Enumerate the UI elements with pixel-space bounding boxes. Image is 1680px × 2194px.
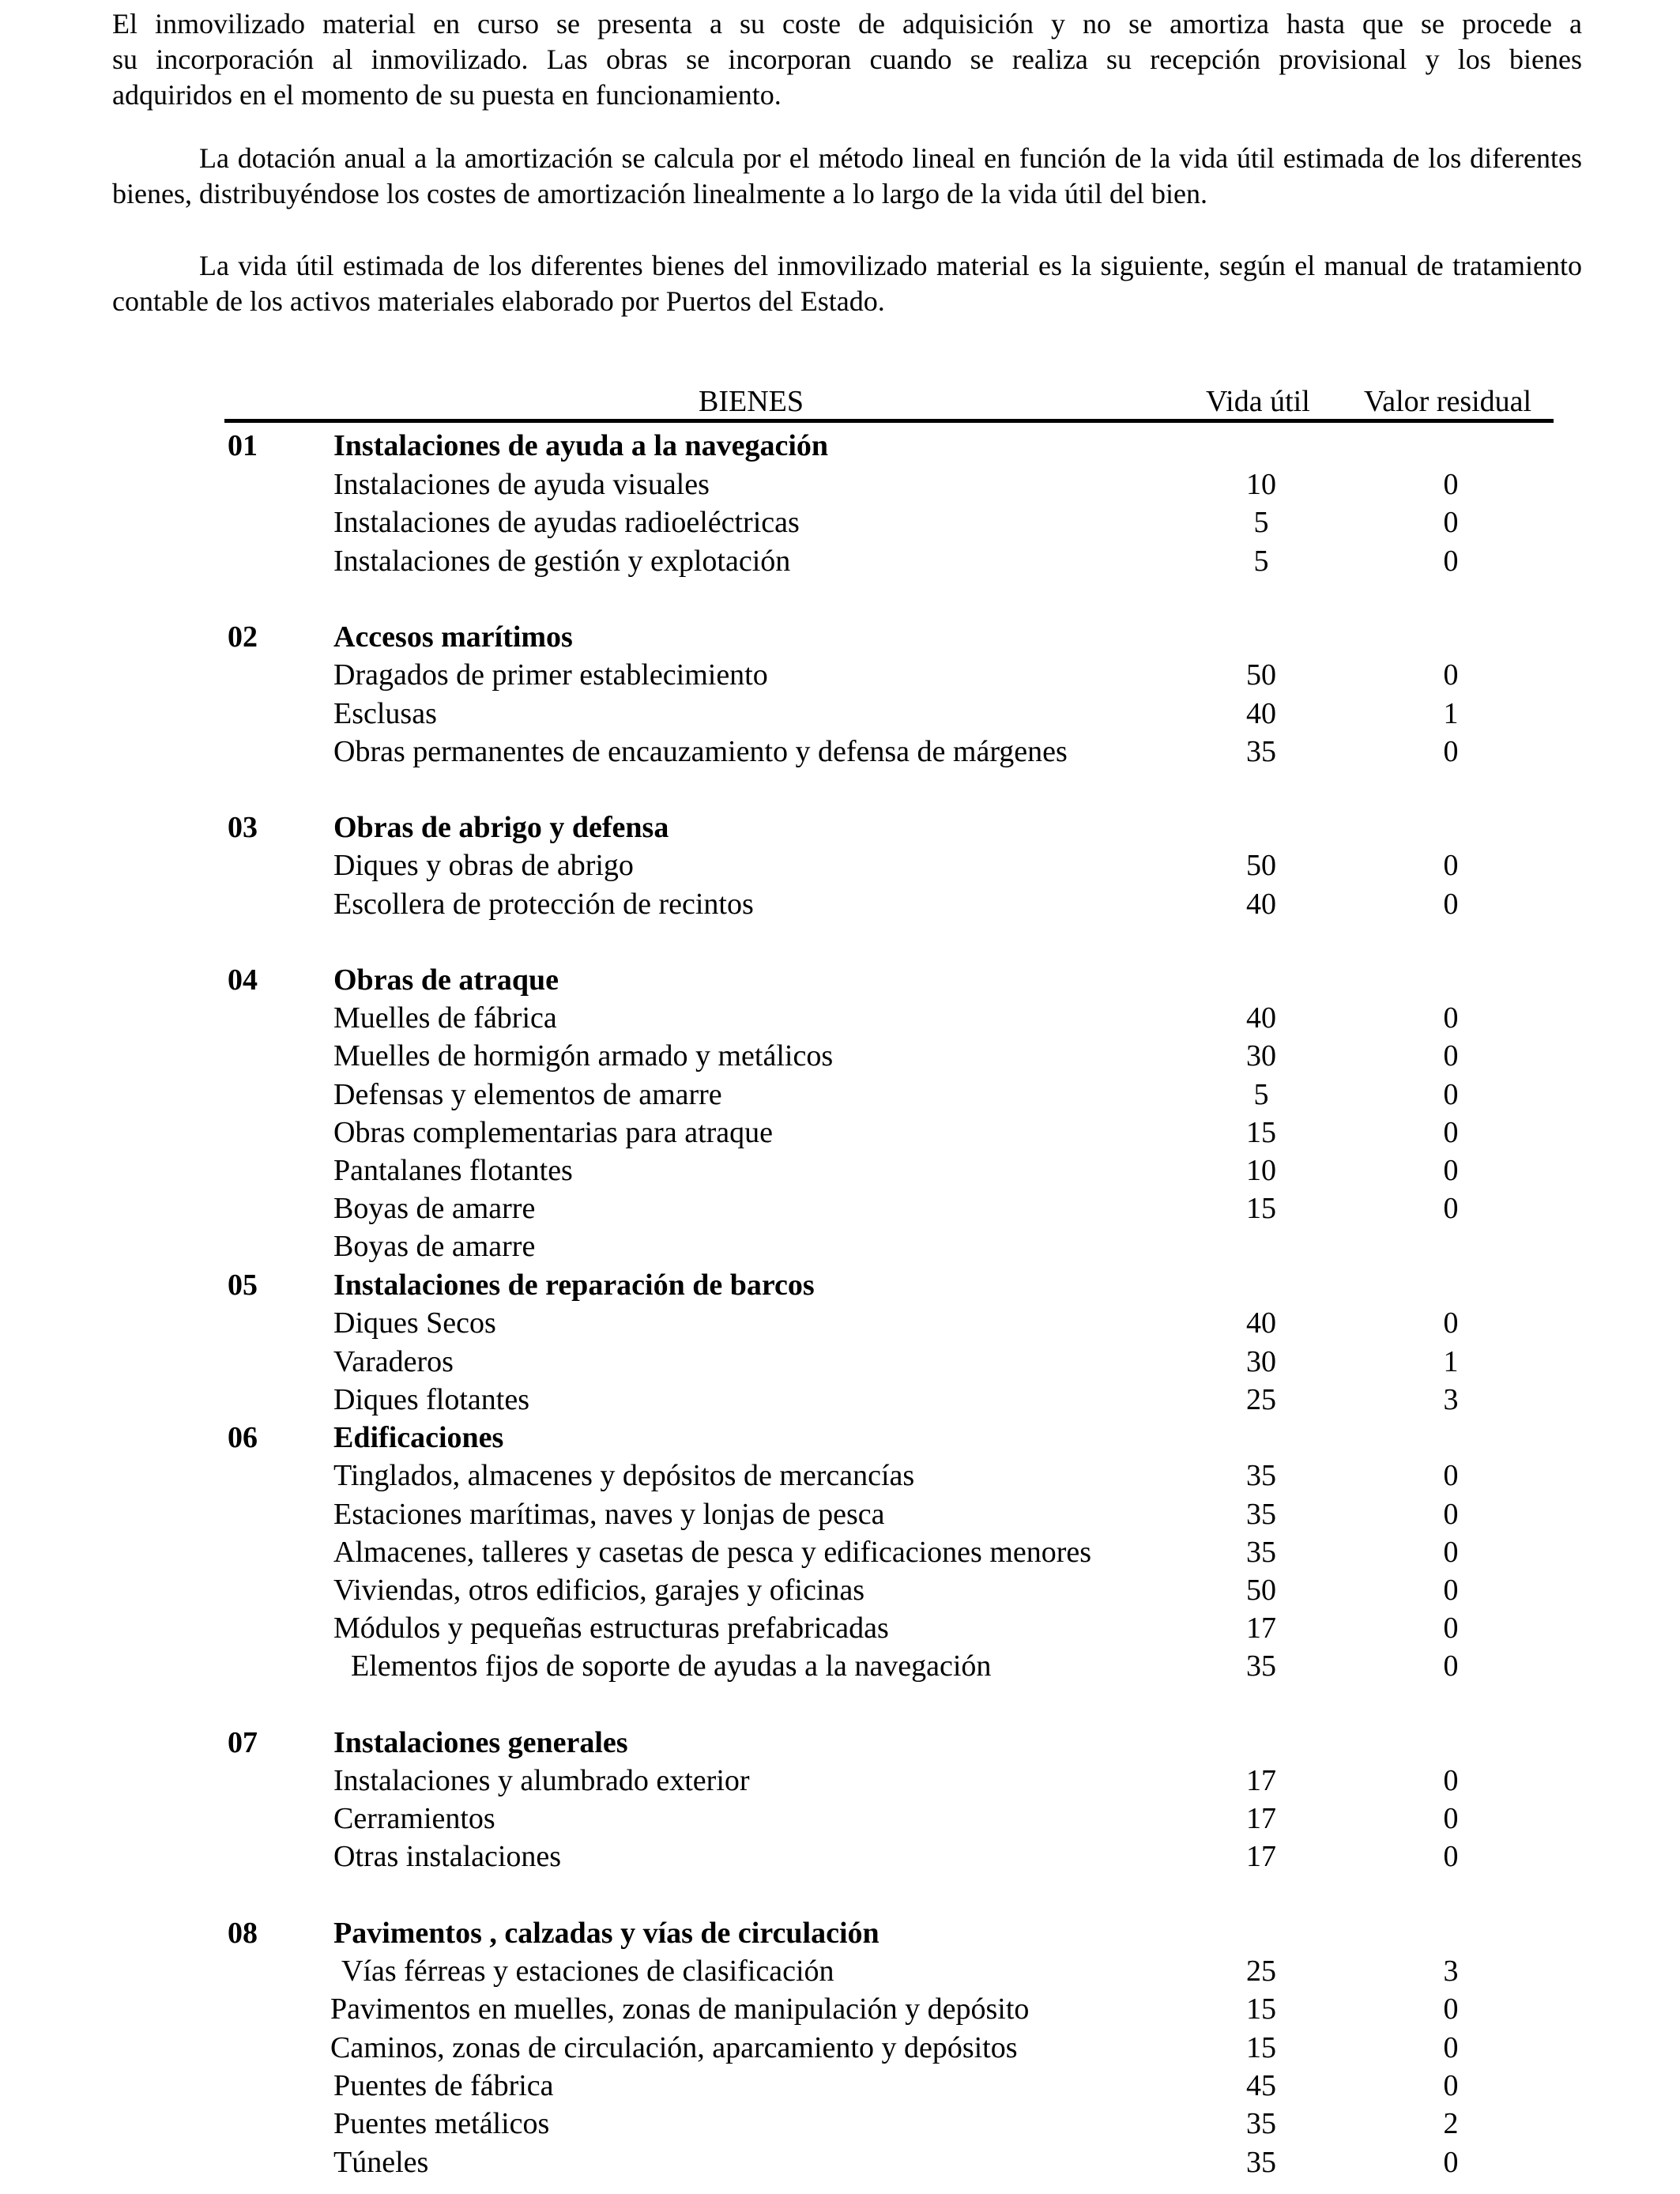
section-code: 02 bbox=[228, 620, 258, 654]
vida-util-value: 5 bbox=[1253, 1078, 1269, 1111]
asset-name: Dragados de primer establecimiento bbox=[333, 658, 768, 692]
table-row bbox=[0, 2067, 1680, 2105]
valor-residual-value: 0 bbox=[1443, 2146, 1459, 2179]
section-title: Edificaciones bbox=[333, 1421, 504, 1454]
asset-name: Módulos y pequeñas estructuras prefabricadas bbox=[333, 1612, 889, 1645]
table-section-row bbox=[0, 1266, 1680, 1304]
valor-residual-value: 3 bbox=[1443, 1955, 1459, 1988]
table-section-row bbox=[0, 809, 1680, 846]
asset-name: Tinglados, almacenes y depósitos de mercancías bbox=[333, 1459, 915, 1492]
valor-residual-value: 0 bbox=[1443, 1116, 1459, 1149]
asset-name: Obras permanentes de encauzamiento y defensa de márgenes bbox=[333, 735, 1068, 768]
table-row bbox=[0, 1800, 1680, 1838]
section-title: Instalaciones generales bbox=[333, 1726, 628, 1759]
table-row bbox=[0, 466, 1680, 503]
valor-residual-value: 0 bbox=[1443, 1154, 1459, 1187]
vida-util-value: 10 bbox=[1246, 468, 1276, 501]
column-header-bienes: BIENES bbox=[699, 385, 804, 418]
asset-name: Puentes de fábrica bbox=[333, 2069, 554, 2102]
paragraph-inmovilizado-en-curso bbox=[112, 6, 1582, 113]
asset-name: Diques flotantes bbox=[333, 1383, 530, 1416]
valor-residual-value: 0 bbox=[1443, 1498, 1459, 1531]
section-code: 08 bbox=[228, 1917, 258, 1950]
asset-name: Viviendas, otros edificios, garajes y oficinas bbox=[333, 1574, 865, 1607]
asset-name: Elementos fijos de soporte de ayudas a la navegación bbox=[351, 1649, 992, 1683]
table-row bbox=[0, 1571, 1680, 1609]
valor-residual-value: 0 bbox=[1443, 1649, 1459, 1683]
section-title: Obras de abrigo y defensa bbox=[333, 811, 669, 844]
valor-residual-value: 0 bbox=[1443, 1001, 1459, 1035]
valor-residual-value: 0 bbox=[1443, 1039, 1459, 1072]
vida-util-value: 45 bbox=[1246, 2069, 1276, 2102]
column-header-vida-util: Vida útil bbox=[1206, 385, 1310, 418]
table-row bbox=[0, 999, 1680, 1037]
asset-name: Otras instalaciones bbox=[333, 1840, 562, 1873]
table-row bbox=[0, 1114, 1680, 1152]
vida-util-value: 17 bbox=[1246, 1612, 1276, 1645]
vida-util-value: 15 bbox=[1246, 1116, 1276, 1149]
table-row bbox=[0, 885, 1680, 923]
table-row bbox=[0, 1152, 1680, 1189]
section-code: 06 bbox=[228, 1421, 258, 1454]
asset-name: Pavimentos en muelles, zonas de manipulación y depósito bbox=[330, 1992, 1030, 2026]
table-section-row bbox=[0, 1724, 1680, 1762]
asset-name: Boyas de amarre bbox=[333, 1192, 536, 1225]
paragraph-line: adquiridos en el momento de su puesta en funcionamiento. bbox=[112, 79, 782, 111]
table-row bbox=[0, 1762, 1680, 1800]
table-row bbox=[0, 1227, 1680, 1265]
vida-util-value: 50 bbox=[1246, 1574, 1276, 1607]
valor-residual-value: 0 bbox=[1443, 1306, 1459, 1340]
asset-name: Boyas de amarre bbox=[333, 1230, 536, 1263]
table-row bbox=[0, 1457, 1680, 1495]
table-row bbox=[0, 1495, 1680, 1533]
valor-residual-value: 1 bbox=[1443, 1345, 1459, 1378]
section-code: 05 bbox=[228, 1269, 258, 1302]
asset-name: Puentes metálicos bbox=[333, 2107, 550, 2140]
valor-residual-value: 0 bbox=[1443, 1840, 1459, 1873]
vida-util-value: 5 bbox=[1253, 545, 1269, 578]
section-title: Pavimentos , calzadas y vías de circulación bbox=[333, 1917, 880, 1950]
table-section-row bbox=[0, 961, 1680, 999]
asset-name: Instalaciones de ayudas radioeléctricas bbox=[333, 506, 800, 539]
table-section-row bbox=[0, 427, 1680, 465]
valor-residual-value: 0 bbox=[1443, 468, 1459, 501]
vida-util-value: 17 bbox=[1246, 1764, 1276, 1797]
valor-residual-value: 0 bbox=[1443, 1192, 1459, 1225]
vida-util-value: 50 bbox=[1246, 849, 1276, 882]
table-row bbox=[0, 733, 1680, 771]
table-row bbox=[0, 656, 1680, 694]
vida-util-value: 35 bbox=[1246, 1459, 1276, 1492]
section-code: 04 bbox=[228, 963, 258, 997]
asset-name: Almacenes, talleres y casetas de pesca y edificaciones menores bbox=[333, 1536, 1092, 1569]
paragraph-line: El inmovilizado material en curso se presenta a su coste de adquisición y no se amortiza hasta que se procede a bbox=[112, 8, 1582, 40]
asset-name: Instalaciones de gestión y explotación bbox=[333, 545, 791, 578]
table-row bbox=[0, 1304, 1680, 1342]
asset-name: Muelles de fábrica bbox=[333, 1001, 557, 1035]
asset-name: Defensas y elementos de amarre bbox=[333, 1078, 722, 1111]
asset-name: Diques Secos bbox=[333, 1306, 496, 1340]
paragraph-line: su incorporación al inmovilizado. Las obras se incorporan cuando se realiza su recepción provisional y los bienes bbox=[112, 43, 1582, 75]
valor-residual-value: 0 bbox=[1443, 1459, 1459, 1492]
table-row bbox=[0, 1533, 1680, 1571]
vida-util-value: 40 bbox=[1246, 1001, 1276, 1035]
valor-residual-value: 0 bbox=[1443, 658, 1459, 692]
vida-util-value: 50 bbox=[1246, 658, 1276, 692]
valor-residual-value: 0 bbox=[1443, 1802, 1459, 1835]
vida-util-value: 35 bbox=[1246, 2107, 1276, 2140]
asset-name: Diques y obras de abrigo bbox=[333, 849, 634, 882]
paragraph-vida-util: La vida útil estimada de los diferentes bienes del inmovilizado material es la siguiente, según el manual de tratamiento contable de los activos materiales elaborado por Puertos del Estado. bbox=[112, 250, 1582, 317]
vida-util-value: 17 bbox=[1246, 1840, 1276, 1873]
asset-name: Esclusas bbox=[333, 697, 437, 730]
valor-residual-value: 0 bbox=[1443, 888, 1459, 921]
table-row bbox=[0, 1838, 1680, 1875]
valor-residual-value: 0 bbox=[1443, 1078, 1459, 1111]
table-section-row bbox=[0, 618, 1680, 656]
table-row bbox=[0, 846, 1680, 884]
asset-name: Pantalanes flotantes bbox=[333, 1154, 573, 1187]
table-row bbox=[0, 1647, 1680, 1685]
vida-util-value: 35 bbox=[1246, 1536, 1276, 1569]
valor-residual-value: 0 bbox=[1443, 1764, 1459, 1797]
column-header-valor-residual: Valor residual bbox=[1364, 385, 1532, 418]
vida-util-value: 40 bbox=[1246, 1306, 1276, 1340]
section-title: Instalaciones de reparación de barcos bbox=[333, 1269, 815, 1302]
valor-residual-value: 0 bbox=[1443, 1992, 1459, 2026]
table-section-row bbox=[0, 1419, 1680, 1457]
table-row bbox=[0, 2105, 1680, 2143]
vida-util-value: 25 bbox=[1246, 1383, 1276, 1416]
asset-name: Varaderos bbox=[333, 1345, 454, 1378]
vida-util-value: 30 bbox=[1246, 1345, 1276, 1378]
valor-residual-value: 0 bbox=[1443, 1536, 1459, 1569]
section-code: 01 bbox=[228, 429, 258, 462]
asset-name: Instalaciones de ayuda visuales bbox=[333, 468, 710, 501]
table-row bbox=[0, 1609, 1680, 1647]
table-row bbox=[0, 695, 1680, 733]
table-row bbox=[0, 2143, 1680, 2181]
vida-util-value: 35 bbox=[1246, 1649, 1276, 1683]
vida-util-value: 15 bbox=[1246, 1992, 1276, 2026]
table-row bbox=[0, 542, 1680, 580]
paragraph-dotacion-anual: La dotación anual a la amortización se calcula por el método lineal en función de la vida útil estimada de los diferentes bienes, distribuyéndose los costes de amortización linealmente a lo largo de la vida útil del bien. bbox=[112, 142, 1582, 209]
vida-util-value: 35 bbox=[1246, 2146, 1276, 2179]
valor-residual-value: 2 bbox=[1443, 2107, 1459, 2140]
section-title: Instalaciones de ayuda a la navegación bbox=[333, 429, 829, 462]
vida-util-value: 17 bbox=[1246, 1802, 1276, 1835]
table-row bbox=[0, 1952, 1680, 1990]
vida-util-value: 15 bbox=[1246, 1192, 1276, 1225]
asset-name: Muelles de hormigón armado y metálicos bbox=[333, 1039, 834, 1072]
vida-util-value: 25 bbox=[1246, 1955, 1276, 1988]
valor-residual-value: 0 bbox=[1443, 1574, 1459, 1607]
asset-name: Túneles bbox=[333, 2146, 429, 2179]
section-code: 07 bbox=[228, 1726, 258, 1759]
asset-name: Estaciones marítimas, naves y lonjas de pesca bbox=[333, 1498, 885, 1531]
valor-residual-value: 1 bbox=[1443, 697, 1459, 730]
vida-util-value: 35 bbox=[1246, 1498, 1276, 1531]
table-row bbox=[0, 1037, 1680, 1075]
valor-residual-value: 0 bbox=[1443, 545, 1459, 578]
asset-name: Obras complementarias para atraque bbox=[333, 1116, 774, 1149]
section-title: Obras de atraque bbox=[333, 963, 559, 997]
vida-util-value: 30 bbox=[1246, 1039, 1276, 1072]
table-row bbox=[0, 2029, 1680, 2067]
table-section-row bbox=[0, 1914, 1680, 1952]
valor-residual-value: 0 bbox=[1443, 1612, 1459, 1645]
table-row bbox=[0, 1189, 1680, 1227]
asset-name: Caminos, zonas de circulación, aparcamiento y depósitos bbox=[330, 2031, 1018, 2064]
section-code: 03 bbox=[228, 811, 258, 844]
vida-util-value: 35 bbox=[1246, 735, 1276, 768]
asset-name: Escollera de protección de recintos bbox=[333, 888, 754, 921]
vida-util-value: 5 bbox=[1253, 506, 1269, 539]
valor-residual-value: 0 bbox=[1443, 2069, 1459, 2102]
vida-util-value: 15 bbox=[1246, 2031, 1276, 2064]
table-row bbox=[0, 503, 1680, 541]
asset-name: Instalaciones y alumbrado exterior bbox=[333, 1764, 750, 1797]
valor-residual-value: 0 bbox=[1443, 2031, 1459, 2064]
vida-util-value: 40 bbox=[1246, 888, 1276, 921]
section-title: Accesos marítimos bbox=[333, 620, 573, 654]
asset-name: Vías férreas y estaciones de clasificación bbox=[341, 1955, 834, 1988]
table-row bbox=[0, 1076, 1680, 1114]
vida-util-value: 10 bbox=[1246, 1154, 1276, 1187]
header-rule bbox=[224, 419, 1554, 423]
table-row bbox=[0, 1381, 1680, 1419]
valor-residual-value: 3 bbox=[1443, 1383, 1459, 1416]
vida-util-value: 40 bbox=[1246, 697, 1276, 730]
asset-name: Cerramientos bbox=[333, 1802, 495, 1835]
valor-residual-value: 0 bbox=[1443, 506, 1459, 539]
valor-residual-value: 0 bbox=[1443, 735, 1459, 768]
table-row bbox=[0, 1990, 1680, 2028]
table-row bbox=[0, 1343, 1680, 1381]
valor-residual-value: 0 bbox=[1443, 849, 1459, 882]
